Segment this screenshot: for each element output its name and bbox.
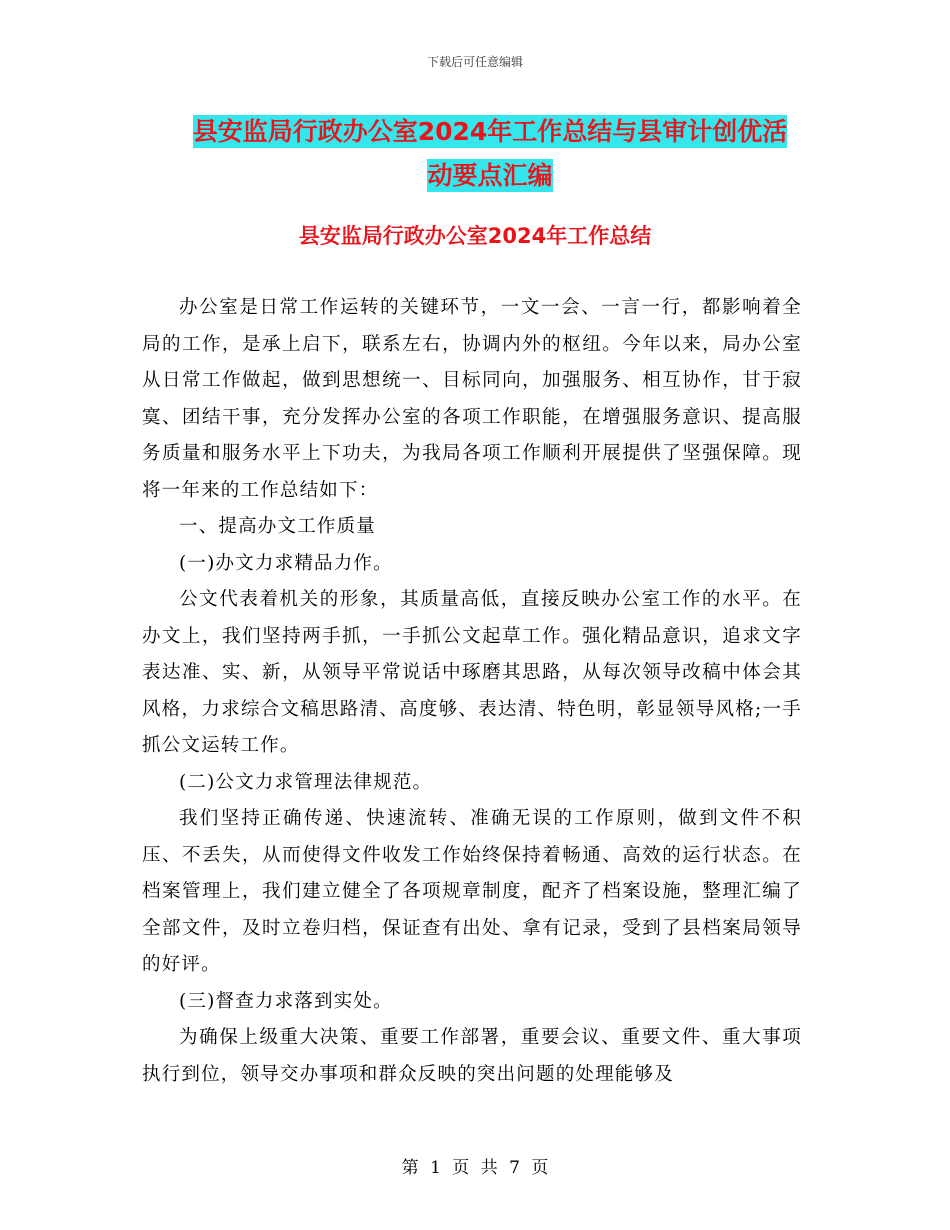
subheading-2: (二)公文力求管理法律规范。 bbox=[179, 771, 433, 793]
section-title: 县安监局行政办公室2024年工作总结 bbox=[298, 224, 652, 248]
subheading-3: (三)督查力求落到实处。 bbox=[179, 990, 393, 1012]
subheading-1: (一)办文力求精品力作。 bbox=[179, 552, 393, 574]
document-title bbox=[140, 110, 840, 198]
header-note: 下载后可任意编辑 bbox=[426, 55, 523, 69]
page-footer: 第 1 页 共 7 页 bbox=[401, 1158, 549, 1178]
paragraph: 为确保上级重大决策、重要工作部署，重要会议、重要文件、重大事项执行到位，领导交办事项和群众反映的突出问题的处理能够及 bbox=[142, 1027, 802, 1085]
title-line-2: 动要点汇编 bbox=[427, 161, 553, 190]
paragraph: 公文代表着机关的形象，其质量高低，直接反映办公室工作的水平。在办文上，我们坚持两手抓，一手抓公文起草工作。强化精品意识，追求文字表达准、实、新，从领导平常说话中琢磨其思路，从每次领导改稿中体会其风格，力求综合文稿思路清、高度够、表达清、特色明，彰显领导风格;一手抓公文运转工作。 bbox=[142, 589, 802, 756]
body-text bbox=[142, 290, 802, 1093]
paragraph: 我们坚持正确传递、快速流转、准确无误的工作原则，做到文件不积压、不丢失，从而使得文件收发工作始终保持着畅通、高效的运行状态。在档案管理上，我们建立健全了各项规章制度，配齐了档案设施，整理汇编了全部文件，及时立卷归档，保证查有出处、拿有记录，受到了县档案局领导的好评。 bbox=[142, 808, 802, 975]
title-line-1: 县安监局行政办公室2024年工作总结与县审计创优活 bbox=[192, 117, 788, 146]
heading-1: 一、提高办文工作质量 bbox=[179, 516, 377, 537]
paragraph-intro: 办公室是日常工作运转的关键环节，一文一会、一言一行，都影响着全局的工作，是承上启下，联系左右，协调内外的枢纽。今年以来，局办公室从日常工作做起，做到思想统一、目标同向，加强服务、相互协作，甘于寂寞、团结干事，充分发挥办公室的各项工作职能，在增强服务意识、提高服务质量和服务水平上下功夫，为我局各项工作顺利开展提供了坚强保障。现将一年来的工作总结如下： bbox=[142, 297, 802, 501]
